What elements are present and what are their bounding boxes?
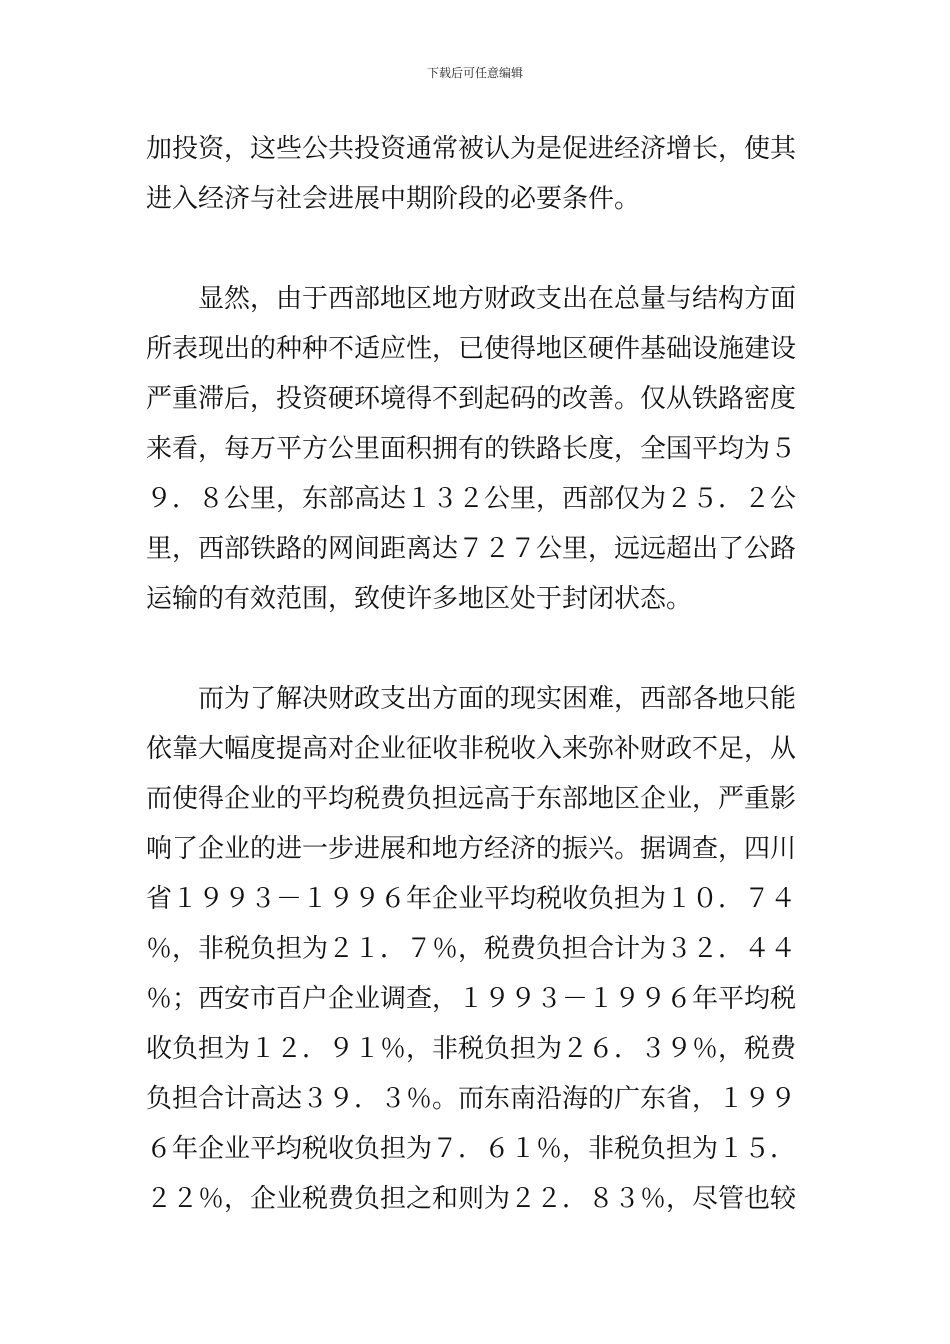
text-line: ６年企业平均税收负担为７．６１％，非税负担为１５． <box>146 1134 797 1164</box>
text-line: 运输的有效范围，致使许多地区处于封闭状态。 <box>146 584 693 614</box>
text-line: ２２％，企业税费负担之和则为２２．８３％，尽管也较 <box>146 1184 797 1214</box>
text-line: 里，西部铁路的网间距离达７２７公里，远远超出了公路 <box>146 534 797 564</box>
text-line: 而为了解决财政支出方面的现实困难，西部各地只能 <box>146 684 797 714</box>
page-header: 下载后可任意编辑 <box>426 66 523 80</box>
text-line: 加投资，这些公共投资通常被认为是促进经济增长，使其 <box>146 134 797 164</box>
text-line: 而使得企业的平均税费负担远高于东部地区企业，严重影 <box>146 784 797 814</box>
text-line: 响了企业的进一步进展和地方经济的振兴。据调查，四川 <box>146 834 797 864</box>
text-line: 负担合计高达３９．３％。而东南沿海的广东省，１９９ <box>146 1084 797 1114</box>
text-line: ％，非税负担为２１．７％，税费负担合计为３２．４４ <box>146 934 797 964</box>
text-line: 依靠大幅度提高对企业征收非税收入来弥补财政不足，从 <box>146 734 797 764</box>
text-line: 严重滞后，投资硬环境得不到起码的改善。仅从铁路密度 <box>146 384 797 414</box>
text-line: 所表现出的种种不适应性，已使得地区硬件基础设施建设 <box>146 334 797 364</box>
text-line: 来看，每万平方公里面积拥有的铁路长度，全国平均为５ <box>146 434 797 464</box>
text-line: 显然，由于西部地区地方财政支出在总量与结构方面 <box>146 284 797 314</box>
text-line: 省１９９３－１９９６年企业平均税收负担为１０．７４ <box>146 884 797 914</box>
text-line: ％；西安市百户企业调查，１９９３－１９９６年平均税 <box>146 984 797 1014</box>
text-line: 进入经济与社会进展中期阶段的必要条件。 <box>146 184 641 214</box>
text-line: 收负担为１２．９１％，非税负担为２６．３９％，税费 <box>146 1034 797 1064</box>
text-line: ９．８公里，东部高达１３２公里，西部仅为２５．２公 <box>146 484 797 514</box>
